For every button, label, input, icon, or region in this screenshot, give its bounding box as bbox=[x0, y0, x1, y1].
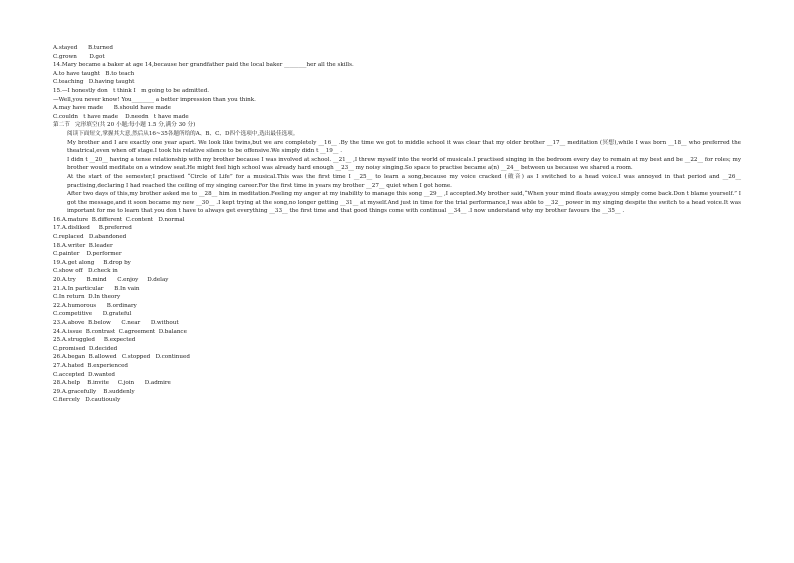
option-line: 23.A.above B.below C.near D.without bbox=[53, 320, 179, 326]
option-line: A.may have made B.should have made bbox=[53, 105, 171, 112]
option-line: 24.A.issue B.contrast C.agreement D.balance bbox=[53, 328, 187, 335]
option-line: A.stayed B.turned bbox=[53, 45, 113, 51]
passage-paragraph-3: At the start of the semester,I practised “Circle of Life” for a musical.This was the first time I __25__ to learn a song,because my voice cracked (破音) as I switched to a head voice.I was annoyed in that period and __26__ practising,declaring I had reached the ceiling of my singing career.For the first time in years my brother __27__ quiet when I got home. bbox=[67, 173, 741, 189]
question-14-text: 14.Mary became a baker at age 14,because her grandfather paid the local baker ________her all the skills. bbox=[53, 62, 354, 69]
option-line: C.In return D.In theory bbox=[53, 294, 121, 301]
option-line: C.couldn t have made D.needn t have made bbox=[53, 113, 189, 120]
question-15-reply: —Well,you never know! You________ a better impression than you think. bbox=[53, 96, 256, 103]
option-line: 28.A.help B.invite C.join D.admire bbox=[53, 380, 171, 387]
option-line: C.competitive D.grateful bbox=[53, 311, 132, 318]
option-line: C.promised D.decided bbox=[53, 345, 118, 352]
option-line: 26.A.began B.allowed C.stopped D.continued bbox=[53, 354, 190, 361]
cloze-options bbox=[53, 216, 741, 405]
question-block-13-15 bbox=[53, 44, 741, 139]
section-heading: 第二节 完形填空(共 20 小题;每小题 1.5 分,满分 30 分) bbox=[53, 122, 196, 129]
option-line: C.show off D.check in bbox=[53, 268, 118, 275]
passage-paragraph-2: I didn t __20__ having a tense relationship with my brother because I was involved at school. __21__ ,I threw myself into the world of musicals.I practised singing in the bedroom every day to remain at my best and be __22__ for roles; my brother would meditate on a window seat.He might feel high school was already hard enough __23__ my noisy singing.So space to practise became a(n) __24__ between us because we shared a room. bbox=[67, 156, 741, 172]
option-line: C.replaced D.abandoned bbox=[53, 234, 127, 241]
option-line: 22.A.humorous B.ordinary bbox=[53, 302, 137, 309]
option-line: C.grown D.got bbox=[53, 53, 105, 60]
option-line: C.accepted D.wanted bbox=[53, 371, 115, 378]
section-instructions: 阅读下面短文,掌握其大意,然后从16~35各题所给的A、B、C、D四个选项中,选出最佳选项。 bbox=[67, 130, 299, 137]
option-line: 19.A.get along B.drop by bbox=[53, 259, 131, 266]
option-line: A.to have taught B.to teach bbox=[53, 70, 135, 77]
option-line: C.teaching D.having taught bbox=[53, 79, 135, 86]
option-line: 29.A.gracefully B.suddenly bbox=[53, 388, 135, 395]
option-line: 25.A.struggled B.expected bbox=[53, 337, 136, 344]
passage-paragraph-1: My brother and I are exactly one year apart. We look like twins,but we are completely __16__ .By the time we got to middle school it was clear that my older brother __17__ meditation (冥想),while I was born __18__ who preferred the theatrical,even when off stage.I took his relative silence to be offensive.We simply didn t __19__ . bbox=[67, 139, 741, 155]
option-line: 27.A.hated B.experienced bbox=[53, 362, 128, 369]
page-content bbox=[53, 44, 741, 405]
option-line: 18.A.writer B.leader bbox=[53, 242, 113, 249]
option-line: 17.A.disliked B.preferred bbox=[53, 225, 132, 232]
option-line: 21.A.In particular B.In vain bbox=[53, 285, 140, 292]
cloze-passage bbox=[53, 139, 741, 216]
question-15-text: 15.—I honestly don t think I m going to be admitted. bbox=[53, 87, 210, 94]
passage-paragraph-4: After two days of this,my brother asked me to __28__ him in meditation.Feeling my anger at my inability to manage this song __29__ ,I accepted.My brother said,“When your mind floats away,you simply come back.Don t blame yourself.” I got the message,and it soon became my new __30__ .I kept trying at the song,no longer getting __31__ at myself.And just in time for the trial performance,I was able to __32__ power in my singing despite the switch to a head voice.It was important for me to learn that you don t have to always get everything __33__ the first time and that good things come with continual __34__ .I now understand why my brother favours the __35__ . bbox=[67, 191, 741, 215]
option-line: C.fiercely D.cautiously bbox=[53, 397, 121, 404]
option-line: C.painter D.performer bbox=[53, 251, 122, 258]
option-line: 16.A.mature B.different C.content D.normal bbox=[53, 216, 185, 223]
option-line: 20.A.try B.mind C.enjoy D.delay bbox=[53, 277, 169, 284]
